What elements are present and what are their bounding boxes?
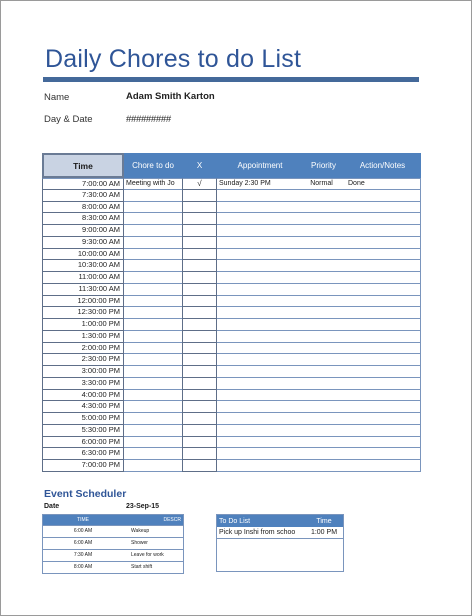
row-action-cell[interactable] [344,378,421,390]
row-priority-cell[interactable] [303,307,344,319]
row-time-cell[interactable]: 9:00:00 AM [42,225,124,237]
row-appointment-cell[interactable] [217,366,303,378]
table-row [42,331,421,343]
todo-time-cell[interactable]: 1:00 PM [310,529,338,536]
row-action-cell[interactable] [344,202,421,214]
row-appointment-cell[interactable] [217,413,303,425]
row-action-cell[interactable] [344,425,421,437]
row-chore-cell[interactable] [124,425,182,437]
table-row [42,460,421,472]
row-time-cell[interactable]: 10:30:00 AM [42,260,124,272]
row-chore-cell[interactable] [124,284,182,296]
table-row [42,202,421,214]
row-chore-cell[interactable] [124,354,182,366]
header-action-notes[interactable]: Action/Notes [344,153,421,178]
row-action-cell[interactable] [344,190,421,202]
row-priority-cell[interactable] [303,260,344,272]
table-row [42,319,421,331]
row-action-cell[interactable] [344,296,421,308]
table-row [42,354,421,366]
row-x-cell[interactable] [182,343,217,355]
table-row [42,448,421,460]
row-action-cell[interactable]: Done [344,178,421,190]
table-row [42,307,421,319]
row-priority-cell[interactable] [303,390,344,402]
row-action-cell[interactable] [344,272,421,284]
todo-list-table [216,514,344,572]
row-priority-cell[interactable] [303,213,344,225]
row-action-cell[interactable] [344,366,421,378]
row-chore-cell[interactable] [124,225,182,237]
row-appointment-cell[interactable] [217,425,303,437]
event-header-row [43,515,183,525]
row-x-cell[interactable] [182,401,217,413]
schedule-table [42,153,421,472]
row-x-cell[interactable] [182,331,217,343]
row-chore-cell[interactable] [124,413,182,425]
row-priority-cell[interactable] [303,401,344,413]
row-action-cell[interactable] [344,460,421,472]
event-row [43,525,183,537]
row-x-cell[interactable] [182,390,217,402]
row-appointment-cell[interactable] [217,284,303,296]
event-scheduler-title: Event Scheduler [44,488,127,500]
row-priority-cell[interactable] [303,190,344,202]
row-action-cell[interactable] [344,354,421,366]
row-appointment-cell[interactable] [217,343,303,355]
row-x-cell[interactable] [182,202,217,214]
todo-row [217,527,343,539]
row-chore-cell[interactable] [124,378,182,390]
row-chore-cell[interactable] [124,249,182,261]
row-time-cell[interactable]: 4:00:00 PM [42,390,124,402]
row-chore-cell[interactable] [124,296,182,308]
row-chore-cell[interactable] [124,390,182,402]
row-priority-cell[interactable] [303,331,344,343]
row-priority-cell[interactable] [303,460,344,472]
row-chore-cell[interactable] [124,401,182,413]
table-row [42,366,421,378]
row-chore-cell[interactable] [124,366,182,378]
row-chore-cell[interactable] [124,319,182,331]
row-priority-cell[interactable] [303,425,344,437]
row-chore-cell[interactable] [124,448,182,460]
table-row [42,225,421,237]
header-priority[interactable]: Priority [303,153,344,178]
row-x-cell[interactable] [182,237,217,249]
row-action-cell[interactable] [344,260,421,272]
row-chore-cell[interactable] [124,307,182,319]
event-row [43,561,183,573]
table-row [42,178,421,190]
table-row [42,401,421,413]
row-appointment-cell[interactable] [217,307,303,319]
todo-body [217,527,343,539]
row-time-cell[interactable]: 2:00:00 PM [42,343,124,355]
row-appointment-cell[interactable] [217,260,303,272]
row-appointment-cell[interactable] [217,237,303,249]
event-descr-cell[interactable]: Start shift [131,564,153,570]
event-time-cell[interactable]: 8:00 AM [73,564,93,570]
row-time-cell[interactable]: 11:00:00 AM [42,272,124,284]
table-row [42,249,421,261]
row-time-cell[interactable]: 6:30:00 PM [42,448,124,460]
row-priority-cell[interactable] [303,448,344,460]
row-x-cell[interactable] [182,307,217,319]
table-row [42,437,421,449]
row-time-cell[interactable]: 12:00:00 PM [42,296,124,308]
row-action-cell[interactable] [344,448,421,460]
event-scheduler-table [42,514,184,574]
row-x-cell[interactable] [182,354,217,366]
row-time-cell[interactable]: 2:30:00 PM [42,354,124,366]
event-time-cell[interactable]: 6:00 AM [73,528,93,534]
row-action-cell[interactable] [344,401,421,413]
date-value[interactable]: ######### [126,114,171,125]
row-action-cell[interactable] [344,249,421,261]
table-row [42,413,421,425]
row-appointment-cell[interactable] [217,390,303,402]
event-date-value[interactable]: 23-Sep-15 [126,503,160,510]
row-priority-cell[interactable] [303,319,344,331]
row-action-cell[interactable] [344,213,421,225]
row-x-cell[interactable] [182,284,217,296]
event-time-cell[interactable]: 7:30 AM [73,552,93,558]
row-appointment-cell[interactable]: Sunday 2:30 PM [217,178,303,190]
header-time[interactable]: Time [42,153,124,178]
schedule-body [42,178,421,472]
row-priority-cell[interactable] [303,354,344,366]
row-appointment-cell[interactable] [217,401,303,413]
row-time-cell[interactable]: 6:00:00 PM [42,437,124,449]
row-action-cell[interactable] [344,331,421,343]
row-x-cell[interactable] [182,190,217,202]
row-action-cell[interactable] [344,413,421,425]
row-x-cell[interactable] [182,272,217,284]
row-chore-cell[interactable] [124,331,182,343]
row-action-cell[interactable] [344,237,421,249]
row-appointment-cell[interactable] [217,202,303,214]
row-x-cell[interactable] [182,249,217,261]
row-time-cell[interactable]: 4:30:00 PM [42,401,124,413]
row-time-cell[interactable]: 5:30:00 PM [42,425,124,437]
row-priority-cell[interactable] [303,284,344,296]
row-priority-cell[interactable] [303,202,344,214]
row-x-cell[interactable] [182,296,217,308]
table-row [42,237,421,249]
event-header-time[interactable]: TIME [77,517,89,523]
row-appointment-cell[interactable] [217,437,303,449]
row-priority-cell[interactable] [303,296,344,308]
row-chore-cell[interactable]: Meeting with Jo [124,178,182,190]
row-priority-cell[interactable] [303,378,344,390]
row-time-cell[interactable]: 11:30:00 AM [42,284,124,296]
row-time-cell[interactable]: 7:00:00 PM [42,460,124,472]
row-chore-cell[interactable] [124,343,182,355]
row-time-cell[interactable]: 3:00:00 PM [42,366,124,378]
table-row [42,343,421,355]
row-priority-cell[interactable] [303,437,344,449]
row-appointment-cell[interactable] [217,460,303,472]
todo-header-task[interactable]: To Do List [219,517,251,525]
table-row [42,296,421,308]
row-time-cell[interactable]: 7:00:00 AM [42,178,124,190]
row-time-cell[interactable]: 8:00:00 AM [42,202,124,214]
todo-header-row [217,515,343,527]
table-row [42,190,421,202]
row-time-cell[interactable]: 1:30:00 PM [42,331,124,343]
row-chore-cell[interactable] [124,237,182,249]
event-descr-cell[interactable]: Shower [131,540,148,546]
date-label: Day & Date [44,114,93,125]
name-value[interactable]: Adam Smith Karton [126,91,215,102]
row-priority-cell[interactable] [303,366,344,378]
table-row [42,260,421,272]
row-action-cell[interactable] [344,390,421,402]
row-appointment-cell[interactable] [217,448,303,460]
row-time-cell[interactable]: 1:00:00 PM [42,319,124,331]
row-chore-cell[interactable] [124,213,182,225]
row-time-cell[interactable]: 9:30:00 AM [42,237,124,249]
row-time-cell[interactable]: 7:30:00 AM [42,190,124,202]
page-title: Daily Chores to do List [45,45,302,73]
event-header-descr[interactable]: DESCR [163,517,181,523]
header-appointment[interactable]: Appointment [217,153,303,178]
row-x-cell[interactable] [182,425,217,437]
event-row [43,537,183,549]
row-chore-cell[interactable] [124,202,182,214]
row-time-cell[interactable]: 5:00:00 PM [42,413,124,425]
row-x-cell[interactable] [182,448,217,460]
row-chore-cell[interactable] [124,460,182,472]
row-chore-cell[interactable] [124,272,182,284]
event-date-label: Date [44,503,60,510]
table-row [42,284,421,296]
table-row [42,378,421,390]
event-row [43,549,183,561]
name-label: Name [44,92,70,103]
row-x-cell[interactable] [182,225,217,237]
row-chore-cell[interactable] [124,437,182,449]
row-x-cell[interactable] [182,460,217,472]
row-time-cell[interactable]: 3:30:00 PM [42,378,124,390]
row-appointment-cell[interactable] [217,213,303,225]
row-priority-cell[interactable] [303,237,344,249]
row-appointment-cell[interactable] [217,319,303,331]
row-priority-cell[interactable] [303,413,344,425]
row-appointment-cell[interactable] [217,296,303,308]
row-x-cell[interactable] [182,260,217,272]
row-appointment-cell[interactable] [217,378,303,390]
row-action-cell[interactable] [344,343,421,355]
event-body [43,525,183,573]
schedule-header-row [42,153,421,178]
row-action-cell[interactable] [344,307,421,319]
event-descr-cell[interactable]: Leave for work [131,552,164,558]
todo-header-time[interactable]: Time [316,517,332,525]
row-appointment-cell[interactable] [217,249,303,261]
row-priority-cell[interactable] [303,343,344,355]
row-action-cell[interactable] [344,284,421,296]
row-x-cell[interactable] [182,213,217,225]
row-x-cell[interactable] [182,378,217,390]
row-x-cell[interactable] [182,319,217,331]
row-appointment-cell[interactable] [217,225,303,237]
table-row [42,390,421,402]
row-priority-cell[interactable] [303,249,344,261]
event-descr-cell[interactable]: Wakeup [131,528,150,534]
row-chore-cell[interactable] [124,260,182,272]
header-x[interactable]: X [182,153,217,178]
row-x-cell[interactable] [182,437,217,449]
row-x-cell[interactable] [182,413,217,425]
table-row [42,272,421,284]
row-time-cell[interactable]: 8:30:00 AM [42,213,124,225]
row-action-cell[interactable] [344,437,421,449]
title-underline [43,77,419,82]
row-time-cell[interactable]: 12:30:00 PM [42,307,124,319]
row-priority-cell[interactable]: Normal [303,178,344,190]
todo-task-cell[interactable]: Pick up Inshi from schoo [219,529,296,536]
event-time-cell[interactable]: 6:00 AM [73,540,93,546]
table-row [42,425,421,437]
row-action-cell[interactable] [344,319,421,331]
row-chore-cell[interactable] [124,190,182,202]
row-priority-cell[interactable] [303,225,344,237]
row-appointment-cell[interactable] [217,331,303,343]
row-time-cell[interactable]: 10:00:00 AM [42,249,124,261]
row-appointment-cell[interactable] [217,272,303,284]
table-row [42,213,421,225]
row-appointment-cell[interactable] [217,190,303,202]
row-x-cell[interactable] [182,366,217,378]
header-chore[interactable]: Chore to do [124,153,182,178]
row-appointment-cell[interactable] [217,354,303,366]
row-priority-cell[interactable] [303,272,344,284]
row-action-cell[interactable] [344,225,421,237]
row-x-cell[interactable]: √ [182,178,217,190]
